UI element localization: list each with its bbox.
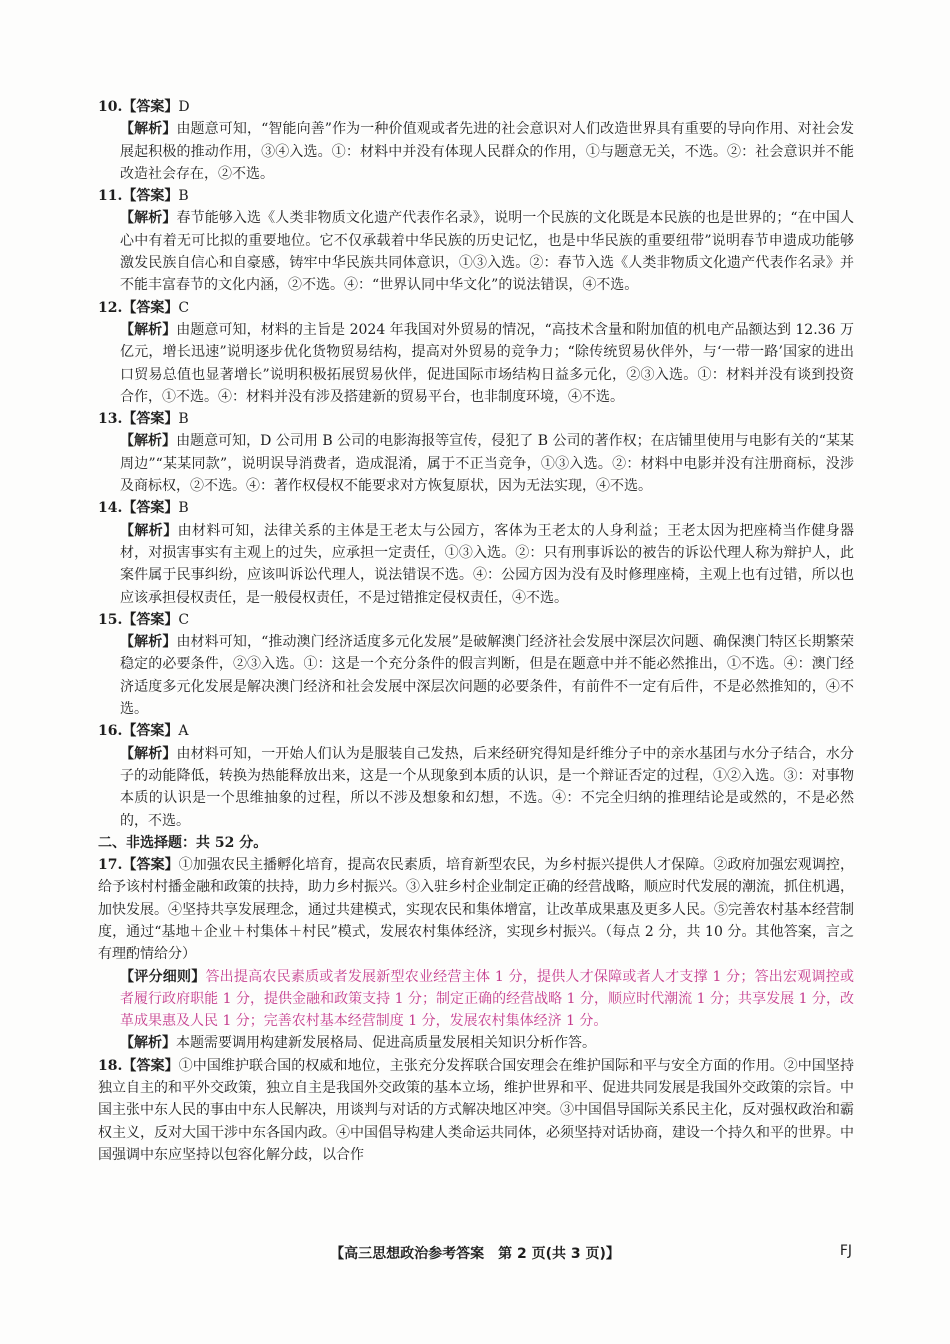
answer-value: A [178,723,189,740]
answer-text: ①中国维护联合国的权威和地位，主张充分发挥联合国安理会在维护国际和平与安全方面的作用。②中国坚持独立自主的和平外交政策，独立自主是我国外交政策的基本立场，维护世界和平、促进共同发展是我国外交政策的宗旨。中国主张中东人民的事由中东人民解决，用谈判与对话的方式解决地区冲突。③中国倡导国际关系民主化，反对强权政治和霸权主义，反对大国干涉中东各国内政。④中国倡导构建人类命运共同体，必须坚持对话协商，建设一个持久和平的世界。中国强调中东应坚持以包容化解分歧，以合作 [98,1057,855,1163]
analysis-text: 春节能够入选《人类非物质文化遗产代表作名录》，说明一个民族的文化既是本民族的也是世界的；“在中国人心中有着无可比拟的重要地位。它不仅承载着中华民族的历史记忆，也是中华民族的重要纽带”说明春节申遗成功能够激发民族自信心和自豪感，铸牢中华民族共同体意识，①③入选。②：春节入选《人类非物质文化遗产代表作名录》并不能丰富春节的文化内涵，②不选。④：“世界认同中华文化”的说法错误，④不选。 [120,210,855,294]
analysis-label: 【解析】 [120,1035,176,1052]
answer-value: B [178,411,189,428]
analysis-label: 【解析】 [120,321,177,338]
answer-label: 【答案】 [122,411,179,428]
page-footer [0,1243,950,1267]
question-number: 10. [98,99,123,115]
analysis-label: 【解析】 [120,121,177,138]
question-block-11 [98,185,854,296]
question-block-16 [98,720,854,831]
question-number: 18. [98,1057,123,1074]
question-number: 15. [98,611,123,628]
answer-label: 【答案】 [122,188,179,205]
answer-value: B [178,500,189,517]
analysis-text: 由题意可知，材料的主旨是 2024 年我国对外贸易的情况，“高技术含量和附加值的机电产品额达到 12.36 万亿元，增长迅速”说明逐步优化货物贸易结构，提高对外贸易的竞争力；“除传统贸易伙伴外，与‘一带一路’国家的进出口贸易总值也显著增长”说明积极拓展贸易伙伴，促进国际市场结构日益多元化，②③入选。①：材料并没有谈到投资合作，①不选。④：材料并没有涉及搭建新的贸易平台，也非制度环境，④不选。 [120,321,855,405]
analysis-label: 【解析】 [120,522,178,539]
question-block-18 [98,1055,854,1166]
analysis-text: 由材料可知，“推动澳门经济适度多元化发展”是破解澳门经济社会发展中深层次问题、确保澳门特区长期繁荣稳定的必要条件，②③入选。①：这是一个充分条件的假言判断，但是在题意中并不能必然推出，①不选。④：澳门经济适度多元化发展是解决澳门经济和社会发展中深层次问题的必要条件，有前件不一定有后件，不是必然推知的，④不选。 [120,634,854,718]
answer-value: B [178,188,189,205]
question-block-17 [98,854,854,1055]
question-block-14 [98,497,854,608]
question-number: 13. [98,411,123,428]
question-block-10 [98,96,854,185]
rubric-text: 答出提高农民素质或者发展新型农业经营主体 1 分，提供人才保障或者人才支撑 1 分；答出宏观调控或者履行政府职能 1 分，提供金融和政策支持 1 分；制定正确的经营战略 1 分，顺应时代潮流 1 分；共享发展 1 分，改革成果惠及人民 1 分；完善农村基本经营制度 1 分，发展农村集体经济 1 分。 [120,968,854,1030]
question-number: 14. [98,500,123,517]
analysis-label: 【解析】 [120,634,177,651]
analysis-text: 本题需要调用构建新发展格局、促进高质量发展相关知识分析作答。 [176,1035,596,1052]
question-block-13 [98,408,854,497]
answer-value: C [178,299,190,316]
answer-content [98,96,854,1166]
analysis-text: 由题意可知，D 公司用 B 公司的电影海报等宣传，侵犯了 B 公司的著作权；在店铺里使用与电影有关的“某某周边”“某某同款”，说明误导消费者，造成混淆，属于不正当竞争，①③入选。②：材料中电影并没有注册商标，没涉及商标权，②不选。④：著作权侵权不能要求对方恢复原状，因为无法实现，④不选。 [120,433,854,495]
answer-label: 【答案】 [122,1057,179,1074]
analysis-text: 由材料可知，一开始人们认为是服装自己发热，后来经研究得知是纤维分子中的亲水基团与水分子结合，水分子的动能降低，转换为热能释放出来，这是一个从现象到本质的认识，是一个辩证否定的过程，①②入选。③：对事物本质的认识是一个思维抽象的过程，所以不涉及想象和幻想，不选。④：不完全归纳的推理结论是或然的，不是必然的，不选。 [120,745,855,829]
question-number: 12. [98,299,123,316]
question-block-12 [98,297,854,408]
question-block-15 [98,609,854,720]
answer-label: 【答案】 [122,857,179,874]
answer-label: 【答案】 [122,99,179,115]
answer-text: ①加强农民主播孵化培育，提高农民素质，培育新型农民，为乡村振兴提供人才保障。②政府加强宏观调控，给予该村村播金融和政策的扶持，助力乡村振兴。③入驻乡村企业制定正确的经营战略，顺应时代发展的潮流，抓住机遇，加快发展。④坚持共享发展理念，通过共建模式，实现农民和集体增富，让改革成果惠及更多人民。⑤完善农村基本经营制度，通过“基地＋企业＋村集体＋村民”模式，发展农村集体经济，实现乡村振兴。（每点 2 分，共 10 分。其他答案，言之有理酌情给分） [98,857,855,963]
rubric-label: 【评分细则】 [120,968,206,985]
footer-title: 【高三思想政治参考答案 第 2 页(共 3 页)】 [330,1246,620,1262]
footer-code: FJ [839,1243,852,1259]
analysis-text: 由材料可知，法律关系的主体是王老太与公园方，客体为王老太的人身利益；王老太因为把座椅当作健身器材，对损害事实有主观上的过失，应承担一定责任，①③入选。②：只有刑事诉讼的被告的诉讼代理人称为辩护人，此案件属于民事纠纷，应该叫诉讼代理人，说法错误不选。④：公园方因为没有及时修理座椅，主观上也有过错，所以也应该承担侵权责任，是一般侵权责任，不是过错推定侵权责任，④不选。 [120,522,855,606]
answer-label: 【答案】 [122,611,179,628]
answer-label: 【答案】 [122,299,179,316]
answer-value: C [178,611,190,628]
question-number: 16. [98,723,123,740]
analysis-label: 【解析】 [120,745,177,762]
question-number: 17. [98,857,123,874]
answer-value: D [178,99,190,115]
answer-label: 【答案】 [122,500,179,517]
analysis-text: 由题意可知，“智能向善”作为一种价值观或者先进的社会意识对人们改造世界具有重要的导向作用、对社会发展起积极的推动作用，③④入选。①：材料中并没有体现人民群众的作用，①与题意无关，不选。②：社会意识并不能改造社会存在，②不选。 [120,121,854,182]
section-heading: 二、非选择题：共 52 分。 [98,834,268,851]
analysis-label: 【解析】 [120,210,177,227]
analysis-label: 【解析】 [120,433,177,450]
question-number: 11. [98,188,123,205]
answer-label: 【答案】 [122,723,179,740]
